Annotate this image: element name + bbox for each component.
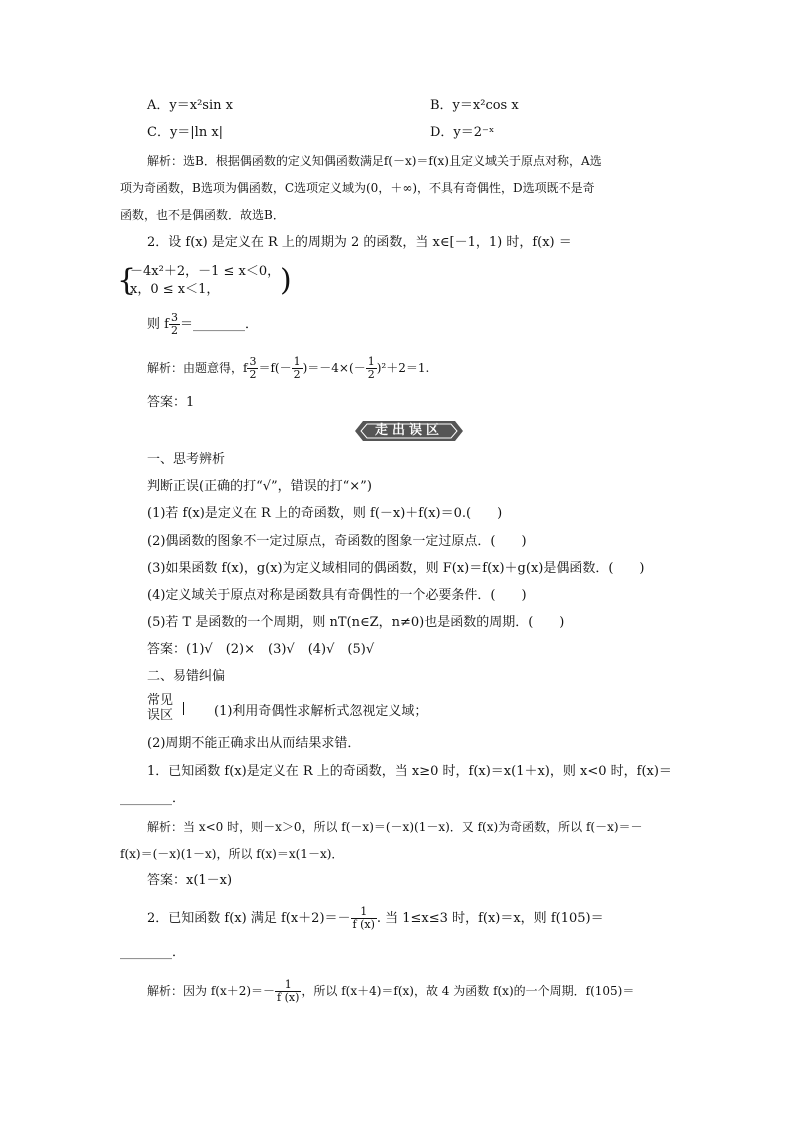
problem2-suffix: . 当 1≤x≤3 时，f(x)＝x，则 f(105)＝ — [376, 911, 604, 926]
q2-case2: x，0 ≤ x＜1， — [130, 282, 220, 297]
q2-analysis-frac-c — [366, 356, 377, 381]
option-c: C．y＝|ln x| — [147, 125, 224, 140]
q2-analysis-frac-b-den: 2 — [293, 368, 301, 381]
mistake-label-bottom: 误区 — [147, 708, 174, 723]
section1-heading: 一、思考辨析 — [147, 452, 226, 467]
judge-item-4: (4)定义域关于原点对称是函数具有奇偶性的一个必要条件．( ) — [147, 588, 527, 603]
q2-answer: 答案：1 — [147, 395, 195, 410]
mistake-1: (1)利用奇偶性求解析式忽视定义域； — [214, 704, 428, 719]
q2-ask — [147, 312, 258, 337]
judge-item-5: (5)若 T 是函数的一个周期，则 nT(n∈Z，n≠0)也是函数的周期．( ) — [147, 615, 565, 630]
mistake-2: (2)周期不能正确求出从而结果求错． — [147, 736, 361, 751]
q2-analysis-frac-a — [247, 356, 258, 381]
judge-item-1: (1)若 f(x)是定义在 R 上的奇函数，则 f(－x)＋f(x)＝0.( ) — [147, 506, 503, 521]
q2-analysis-frac-b-num: 1 — [293, 355, 301, 368]
problem1-line2: ________． — [120, 791, 186, 806]
problem2-frac-den: f (x) — [352, 918, 375, 931]
q2-analysis-frac-c-den: 2 — [367, 368, 375, 381]
q2-analysis-frac-c-num: 1 — [367, 355, 375, 368]
problem2-fraction — [351, 906, 377, 931]
q2-case1: －4x²＋2，－1 ≤ x＜0， — [130, 264, 281, 279]
problem2-line1 — [147, 906, 604, 931]
problem2-analysis-frac-den: f (x) — [277, 991, 300, 1004]
piecewise-paren: ) — [280, 263, 292, 298]
section-banner — [355, 421, 463, 441]
q2-analysis-neg1: － — [279, 361, 292, 375]
q1-analysis-line3: 函数，也不是偶函数．故选B． — [120, 208, 285, 222]
mistake-label-divider — [183, 702, 184, 715]
judge-item-3: (3)如果函数 f(x)，g(x)为定义域相同的偶函数，则 F(x)＝f(x)＋g(x)是偶函数．( ) — [147, 561, 645, 576]
problem2-line2: ________． — [120, 945, 186, 960]
q2-ask-frac-den: 2 — [170, 324, 178, 337]
section2-heading: 二、易错纠偏 — [147, 669, 226, 684]
option-d: D．y＝2⁻ˣ — [430, 125, 495, 140]
q2-analysis-prefix: 解析：由题意得，f — [147, 361, 248, 375]
q2-ask-fraction — [169, 312, 180, 337]
q2-analysis-frac-b — [292, 356, 303, 381]
q2-analysis-frac-a-den: 2 — [249, 368, 257, 381]
problem2-analysis — [147, 979, 634, 1004]
problem2-analysis-frac-num: 1 — [275, 979, 301, 992]
problem2-frac-num: 1 — [351, 906, 377, 919]
q1-analysis-line2: 项为奇函数，B选项为偶函数，C选项定义域为(0，＋∞)，不具有奇偶性，D选项既不是奇 — [120, 181, 595, 195]
problem1-answer: 答案：x(1－x) — [147, 873, 233, 888]
option-a: A．y＝x²sin x — [147, 98, 233, 113]
judge-item-2: (2)偶函数的图象不一定过原点，奇函数的图象一定过原点．( ) — [147, 534, 527, 549]
problem2-analysis-suffix: ，所以 f(x＋4)＝f(x)，故 4 为函数 f(x)的一个周期．f(105)＝ — [301, 984, 635, 998]
problem2-analysis-prefix: 解析：因为 f(x＋2)＝－ — [147, 984, 276, 998]
section1-answer: 答案：(1)√ (2)× (3)√ (4)√ (5)√ — [147, 642, 375, 657]
q2-analysis-mid1: ＝f — [258, 361, 275, 375]
q2-ask-suffix: ＝________． — [179, 317, 258, 332]
q2-analysis-neg2: － — [353, 361, 366, 375]
problem2-prefix: 2．已知函数 f(x) 满足 f(x＋2)＝－ — [147, 911, 351, 926]
q2-analysis-suffix: ²＋2＝1. — [381, 361, 430, 375]
problem2-analysis-fraction — [275, 979, 301, 1004]
piecewise-brace: { — [117, 263, 137, 298]
q2-analysis-mid2: ＝－4× — [307, 361, 349, 375]
banner-title: 走出误区 — [374, 423, 443, 438]
problem1-analysis1: 解析：当 x<0 时，则－x＞0，所以 f(－x)＝(－x)(1－x)．又 f(x)为奇函数，所以 f(－x)＝－ — [147, 820, 643, 834]
q2-ask-prefix: 则 f — [147, 317, 169, 332]
section1-instruction: 判断正误(正确的打“√”，错误的打“×”) — [147, 479, 372, 494]
q2-analysis-frac-a-num: 3 — [249, 355, 257, 368]
option-b: B．y＝x²cos x — [430, 98, 519, 113]
problem1-line1: 1．已知函数 f(x)是定义在 R 上的奇函数，当 x≥0 时，f(x)＝x(1＋x)，则 x<0 时，f(x)＝ — [147, 764, 672, 779]
mistake-label-top: 常见 — [147, 693, 174, 708]
q2-analysis: 解析：由题意得，f $\frac{3}{2}$ ＝f(－ $\frac{1}{2}$ )＝－4×(－ $\frac{1}{2}$ )²＋2＝1. — [147, 355, 430, 381]
q2-ask-frac-num: 3 — [170, 311, 178, 324]
q2-stem: 2．设 f(x) 是定义在 R 上的周期为 2 的函数，当 x∈[－1，1) 时，f(x) ＝ — [147, 235, 572, 250]
problem1-analysis2: f(x)＝(－x)(1－x)，所以 f(x)＝x(1－x)． — [120, 847, 344, 861]
q1-analysis-line1: 解析：选B．根据偶函数的定义知偶函数满足f(－x)＝f(x)且定义域关于原点对称，A选 — [147, 154, 602, 168]
